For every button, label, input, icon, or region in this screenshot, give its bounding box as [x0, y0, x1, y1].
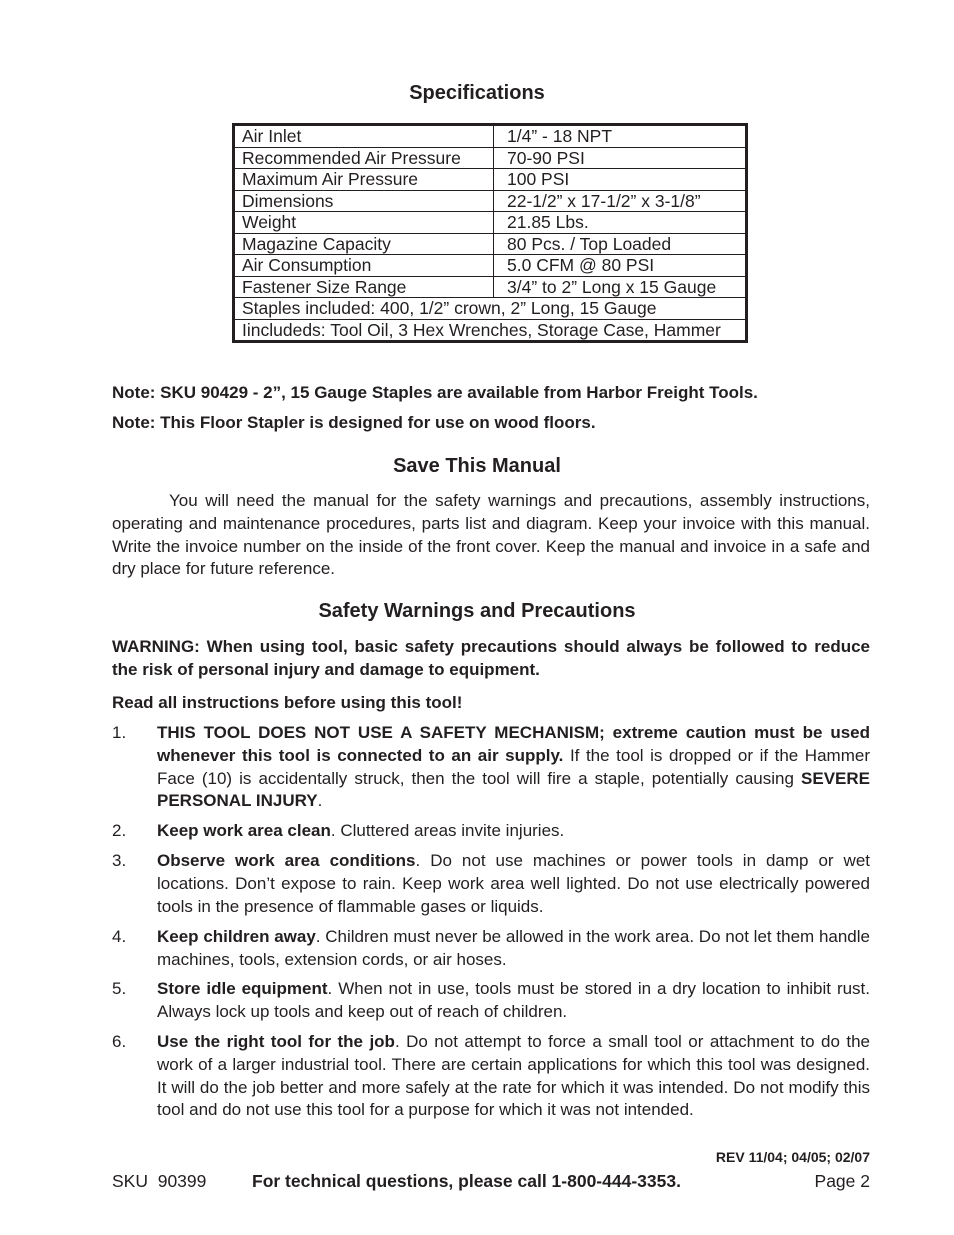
table-row	[234, 169, 747, 191]
footer-sku: SKU 90399	[112, 1171, 207, 1191]
note-staples: Note: SKU 90429 - 2”, 15 Gauge Staples are available from Harbor Freight Tools.	[112, 383, 758, 402]
spec-value: 70-90 PSI	[494, 147, 747, 169]
list-item-bold: Keep children away	[157, 927, 316, 946]
list-item-tail: .	[317, 791, 323, 811]
list-item-text: If the tool is dropped or if the Hammer Face (10) is accidentally struck, then the tool will fire a staple, potentially causing	[157, 745, 870, 788]
spec-label: Recommended Air Pressure	[234, 147, 494, 169]
list-item-text: . Do not use machines or power tools in damp or wet locations. Don’t expose to rain. Keep work area well lighted. Do not use electrically powered tools in the presence of flammable gases or liquids.	[157, 851, 870, 916]
spec-label: Fastener Size Range	[234, 276, 494, 298]
spec-label: Magazine Capacity	[234, 233, 494, 255]
table-row	[234, 276, 747, 298]
list-item-bold: Observe work area conditions	[157, 851, 416, 870]
includes-row: Iincludeds: Tool Oil, 3 Hex Wrenches, Storage Case, Hammer	[234, 319, 747, 342]
table-row	[234, 319, 747, 342]
page-number: Page 2	[814, 1171, 870, 1191]
list-item-bold: THIS TOOL DOES NOT USE A SAFETY MECHANISM; extreme caution must be used whenever this tool is connected to an air supply.	[157, 723, 870, 765]
list-item-bold: Store idle equipment	[157, 979, 328, 998]
spec-value: 22-1/2” x 17-1/2” x 3-1/8”	[494, 190, 747, 212]
list-number: 5.	[112, 979, 127, 998]
spec-label: Air Consumption	[234, 255, 494, 277]
table-row	[234, 125, 747, 148]
table-row	[234, 233, 747, 255]
list-number: 4.	[112, 927, 127, 946]
specifications-table	[232, 123, 748, 343]
warning-text: WARNING: When using tool, basic safety precautions should always be followed to reduce the risk of personal injury and damage to equipment.	[112, 637, 870, 679]
save-manual-heading: Save This Manual	[393, 455, 561, 477]
spec-label: Air Inlet	[234, 125, 494, 148]
staples-included-row: Staples included: 400, 1/2” crown, 2” Long, 15 Gauge	[234, 298, 747, 320]
table-row	[234, 190, 747, 212]
spec-value: 100 PSI	[494, 169, 747, 191]
list-number: 3.	[112, 851, 127, 870]
list-item-text: . When not in use, tools must be stored in a dry location to inhibit rust. Always lock up tools and keep out of reach of children.	[157, 979, 871, 1021]
footer-phone: For technical questions, please call 1-800-444-3353.	[252, 1171, 681, 1191]
note-wood-floors: Note: This Floor Stapler is designed for use on wood floors.	[112, 413, 596, 432]
spec-value: 80 Pcs. / Top Loaded	[494, 233, 747, 255]
table-row	[234, 255, 747, 277]
spec-label: Weight	[234, 212, 494, 234]
revision-note: REV 11/04; 04/05; 02/07	[715, 1149, 870, 1165]
spec-label: Maximum Air Pressure	[234, 169, 494, 191]
spec-label: Dimensions	[234, 190, 494, 212]
list-number: 2.	[112, 821, 127, 840]
read-all-instructions: Read all instructions before using this tool!	[112, 693, 463, 712]
save-manual-text: You will need the manual for the safety warnings and precautions, assembly instructions, operating and maintenance procedures, parts list and diagram. Keep your invoice with this manual. Write the invoice number on the inside of the front cover. Keep the manual and invoice in a safe and dry place for future reference.	[112, 491, 870, 579]
spec-value: 1/4” - 18 NPT	[494, 125, 747, 148]
list-item-text: . Children must never be allowed in the work area. Do not let them handle machines, tools, extension cords, or air hoses.	[157, 927, 870, 969]
table-row	[234, 298, 747, 320]
specifications-heading: Specifications	[409, 82, 545, 104]
spec-value: 21.85 Lbs.	[494, 212, 747, 234]
list-item-text: . Cluttered areas invite injuries.	[330, 821, 565, 840]
list-item-bold: Use the right tool for the job	[157, 1032, 395, 1051]
list-number: 1.	[112, 723, 127, 742]
safety-heading: Safety Warnings and Precautions	[318, 600, 636, 622]
list-number: 6.	[112, 1032, 127, 1051]
spec-value: 3/4” to 2” Long x 15 Gauge	[494, 276, 747, 298]
list-item-bold-2: SEVERE PERSONAL INJURY	[157, 768, 870, 811]
table-row	[234, 147, 747, 169]
list-item-bold: Keep work area clean	[157, 821, 331, 840]
spec-value: 5.0 CFM @ 80 PSI	[494, 255, 747, 277]
table-row	[234, 212, 747, 234]
list-item-text: . Do not attempt to force a small tool or attachment to do the work of a larger industrial tool. There are certain applications for which this tool was designed. It will do the job better and more safely at the rate for which it was intended. Do not modify this tool and do not use this tool for a purpose for which it was not intended.	[157, 1032, 870, 1120]
